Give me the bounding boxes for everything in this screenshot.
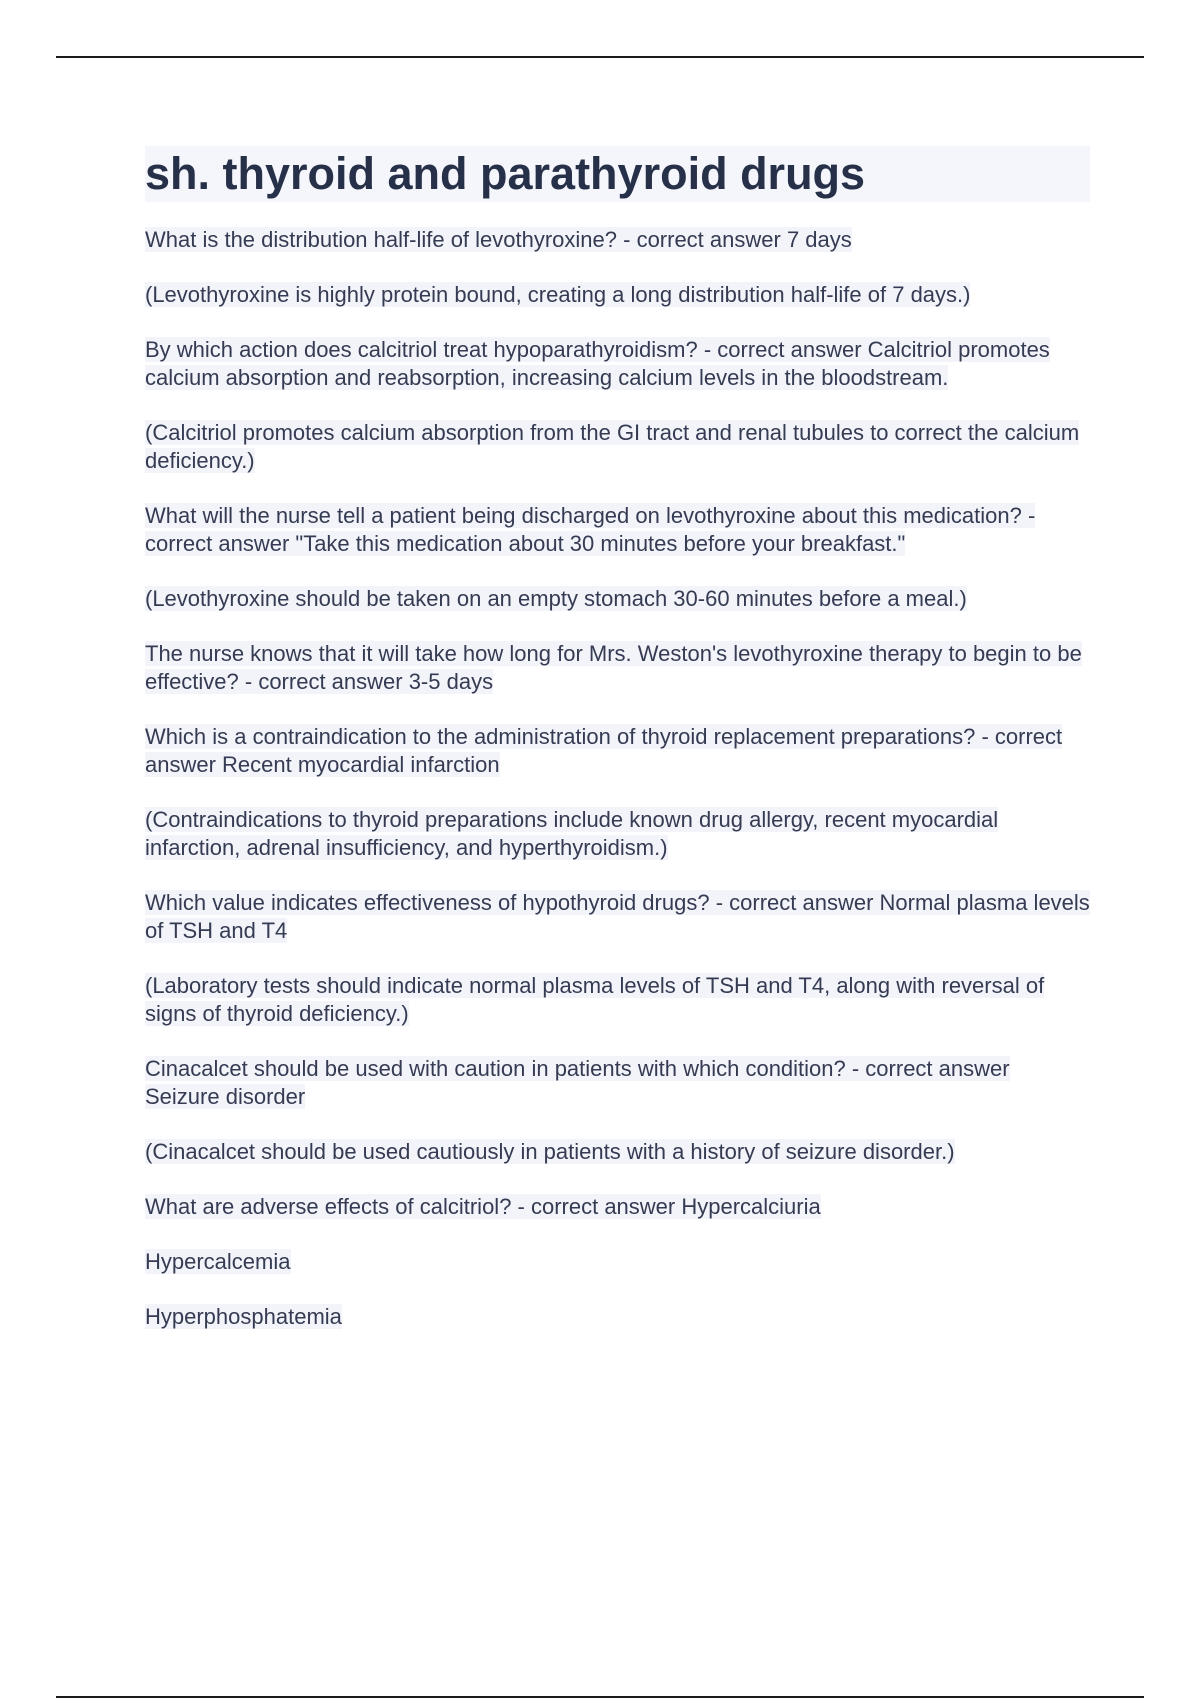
paragraph-text: By which action does calcitriol treat hypoparathyroidism? - correct answer Calcitriol promotes calcium absorption and reabsorption, increasing calcium levels in the bloodstream. [145,337,1050,390]
paragraph-15 [145,1248,1090,1276]
paragraph-text: What will the nurse tell a patient being discharged on levothyroxine about this medication? - correct answer "Take this medication about 30 minutes before your breakfast." [145,503,1036,556]
paragraph-text: Hypercalcemia [145,1249,291,1274]
paragraph-6 [145,585,1090,613]
paragraph-3 [145,336,1090,392]
paragraph-5 [145,502,1090,558]
paragraph-text: What are adverse effects of calcitriol? - correct answer Hypercalciuria [145,1194,821,1219]
top-rule [56,56,1144,58]
bottom-rule [56,1696,1144,1698]
document-title: sh. thyroid and parathyroid drugs [145,146,1090,202]
paragraph-text: Which value indicates effectiveness of hypothyroid drugs? - correct answer Normal plasma levels of TSH and T4 [145,890,1090,943]
paragraph-text: (Cinacalcet should be used cautiously in patients with a history of seizure disorder.) [145,1139,955,1164]
paragraph-text: (Laboratory tests should indicate normal plasma levels of TSH and T4, along with reversal of signs of thyroid deficiency.) [145,973,1045,1026]
paragraph-4 [145,419,1090,475]
document-body [145,146,1090,1358]
paragraph-1 [145,226,1090,254]
paragraph-2 [145,281,1090,309]
paragraph-16 [145,1303,1090,1331]
paragraph-text: What is the distribution half-life of levothyroxine? - correct answer 7 days [145,227,852,252]
paragraph-text: (Levothyroxine should be taken on an empty stomach 30-60 minutes before a meal.) [145,586,967,611]
paragraph-text: The nurse knows that it will take how long for Mrs. Weston's levothyroxine therapy to begin to be effective? - correct answer 3-5 days [145,641,1082,694]
paragraph-8 [145,723,1090,779]
paragraph-text: (Calcitriol promotes calcium absorption from the GI tract and renal tubules to correct the calcium deficiency.) [145,420,1080,473]
paragraph-text: (Contraindications to thyroid preparations include known drug allergy, recent myocardial infarction, adrenal insufficiency, and hyperthyroidism.) [145,807,999,860]
paragraph-7 [145,640,1090,696]
paragraph-11 [145,972,1090,1028]
paragraph-text: (Levothyroxine is highly protein bound, creating a long distribution half-life of 7 days.) [145,282,971,307]
paragraph-text: Hyperphosphatemia [145,1304,342,1329]
paragraph-10 [145,889,1090,945]
paragraph-13 [145,1138,1090,1166]
paragraph-9 [145,806,1090,862]
paragraph-14 [145,1193,1090,1221]
paragraph-12 [145,1055,1090,1111]
paragraph-text: Which is a contraindication to the administration of thyroid replacement preparations? - correct answer Recent myocardial infarction [145,724,1063,777]
paragraph-text: Cinacalcet should be used with caution in patients with which condition? - correct answer Seizure disorder [145,1056,1010,1109]
